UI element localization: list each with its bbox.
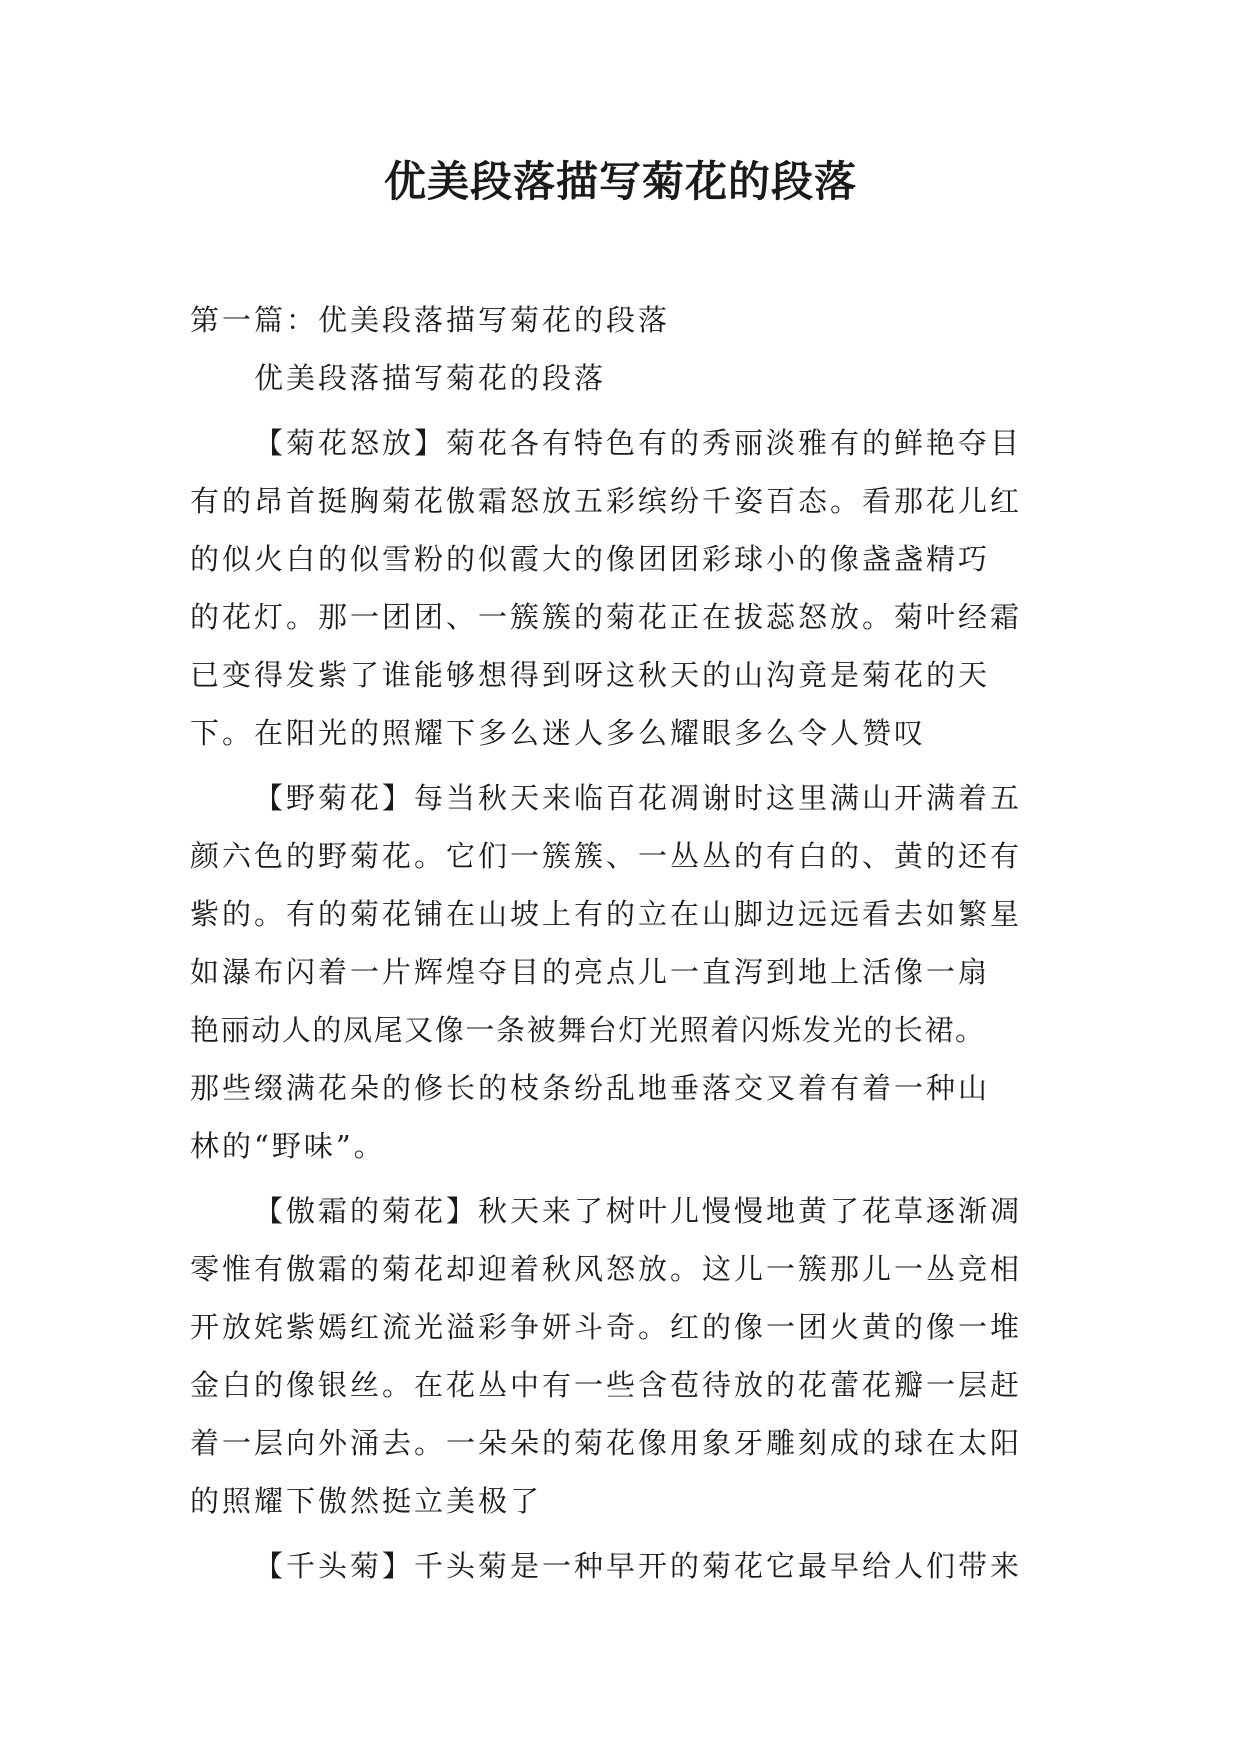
paragraph-line: 已变得发紫了谁能够想得到呀这秋天的山沟竟是菊花的天 xyxy=(190,658,991,692)
paragraph-line: 【千头菊】千头菊是一种早开的菊花它最早给人们带来 xyxy=(254,1549,1023,1583)
paragraph-wild-chrysanthemum xyxy=(190,762,1090,1175)
paragraph-line: 【野菊花】每当秋天来临百花凋谢时这里满山开满着五 xyxy=(254,781,1023,815)
paragraph-line: 着一层向外涌去。一朵朵的菊花像用象牙雕刻成的球在太阳 xyxy=(190,1426,1023,1460)
paragraph-line: 林的“野味”。 xyxy=(190,1129,386,1163)
paragraph-line: 的照耀下傲然挺立美极了 xyxy=(190,1484,543,1518)
paragraph-line: 开放姹紫嫣红流光溢彩争妍斗奇。红的像一团火黄的像一堆 xyxy=(190,1310,1023,1344)
document-title: 优美段落描写菊花的段落 xyxy=(383,157,857,206)
paragraph-line: 如瀑布闪着一片辉煌夺目的亮点儿一直泻到地上活像一扇 xyxy=(190,955,991,989)
document-body xyxy=(190,291,1090,1595)
section-heading: 第一篇：优美段落描写菊花的段落 xyxy=(190,303,671,337)
paragraph-line: 的似火白的似雪粉的似霞大的像团团彩球小的像盏盏精巧 xyxy=(190,542,991,576)
paragraph-line: 颜六色的野菊花。它们一簇簇、一丛丛的有白的、黄的还有 xyxy=(190,839,1023,873)
paragraph-chrysanthemum-bloom xyxy=(190,407,1090,762)
subheading: 优美段落描写菊花的段落 xyxy=(254,361,607,395)
paragraph-thousand-head-chrysanthemum xyxy=(190,1530,1090,1595)
paragraph-line: 那些缀满花朵的修长的枝条纷乱地垂落交叉着有着一种山 xyxy=(190,1071,991,1105)
paragraph-line: 艳丽动人的凤尾又像一条被舞台灯光照着闪烁发光的长裙。 xyxy=(190,1013,986,1047)
paragraph-line: 的花灯。那一团团、一簇簇的菊花正在拔蕊怒放。菊叶经霜 xyxy=(190,600,1023,634)
paragraph-line: 零惟有傲霜的菊花却迎着秋风怒放。这儿一簇那儿一丛竞相 xyxy=(190,1252,1023,1286)
paragraph-line: 下。在阳光的照耀下多么迷人多么耀眼多么令人赞叹 xyxy=(190,716,927,750)
paragraph-line: 金白的像银丝。在花丛中有一些含苞待放的花蕾花瓣一层赶 xyxy=(190,1368,1023,1402)
paragraph-line: 紫的。有的菊花铺在山坡上有的立在山脚边远远看去如繁星 xyxy=(190,897,1023,931)
paragraph-frost-chrysanthemum xyxy=(190,1175,1090,1530)
paragraph-line: 【傲霜的菊花】秋天来了树叶儿慢慢地黄了花草逐渐凋 xyxy=(254,1194,1023,1228)
paragraph-line: 有的昂首挺胸菊花傲霜怒放五彩缤纷千姿百态。看那花儿红 xyxy=(190,484,1023,518)
paragraph-line: 【菊花怒放】菊花各有特色有的秀丽淡雅有的鲜艳夺目 xyxy=(254,426,1023,460)
